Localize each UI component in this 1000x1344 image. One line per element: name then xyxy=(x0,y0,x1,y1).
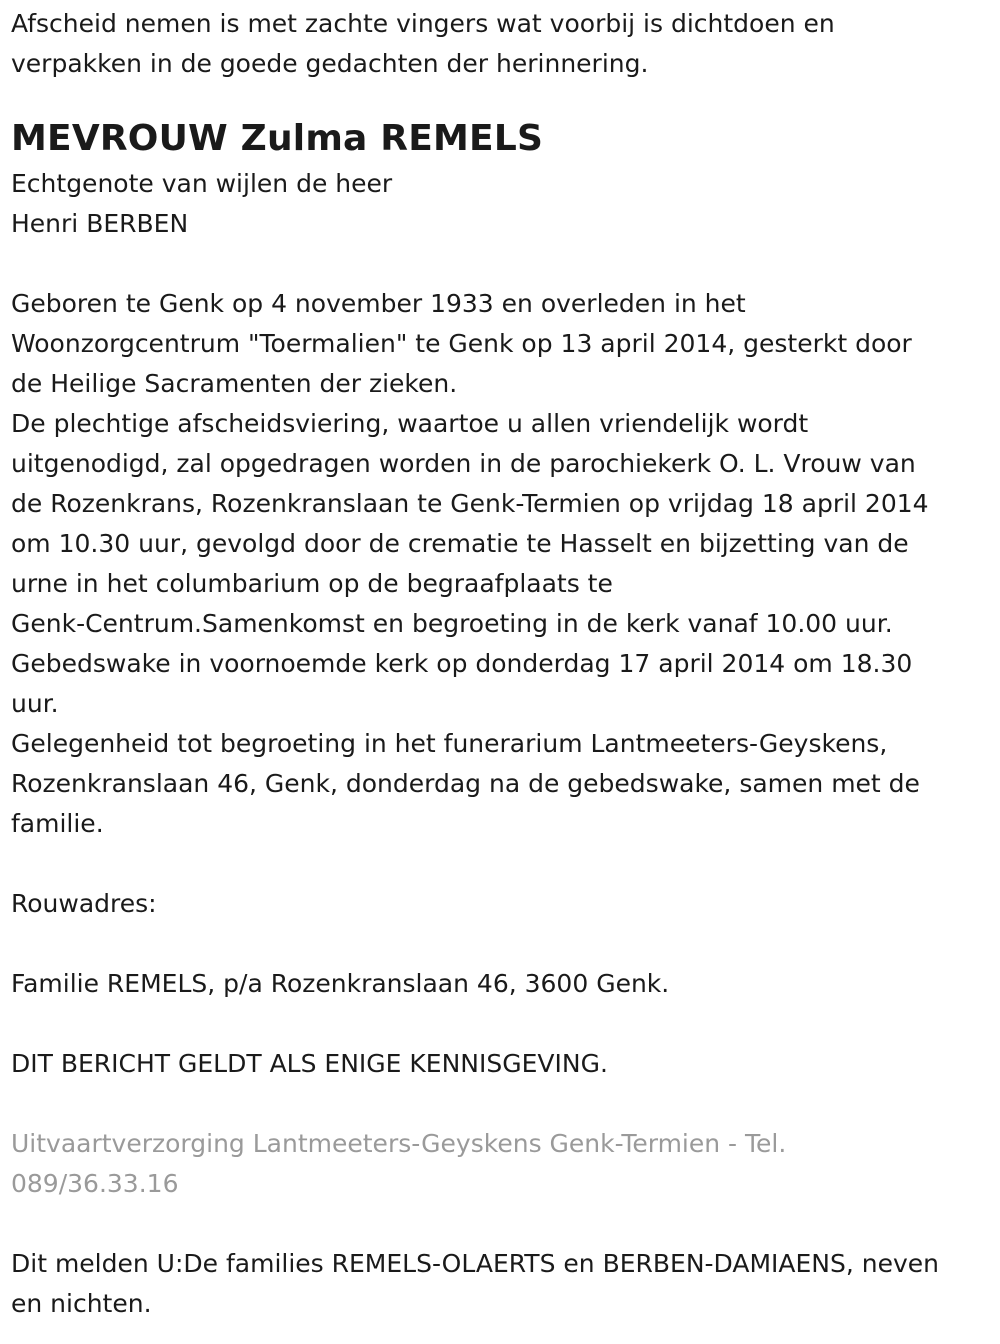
undertaker-info xyxy=(11,1124,988,1204)
body-line: uur. xyxy=(11,689,59,718)
body-line: De plechtige afscheidsviering, waartoe u allen vriendelijk wordt xyxy=(11,409,809,438)
body-line: Rozenkranslaan 46, Genk, donderdag na de gebedswake, samen met de xyxy=(11,769,920,798)
body-line: Geboren te Genk op 4 november 1933 en overleden in het xyxy=(11,289,746,318)
intro-line-1: Afscheid nemen is met zachte vingers wat voorbij is dichtdoen en xyxy=(11,9,835,38)
closing-line-2: en nichten. xyxy=(11,1289,152,1318)
body-line: uitgenodigd, zal opgedragen worden in de parochiekerk O. L. Vrouw van xyxy=(11,449,916,478)
body-line: de Rozenkrans, Rozenkranslaan te Genk-Termien op vrijdag 18 april 2014 xyxy=(11,489,929,518)
obituary-body xyxy=(11,284,988,844)
intro-line-2: verpakken in de goede gedachten der herinnering. xyxy=(11,49,649,78)
spacer xyxy=(11,924,988,964)
closing-announcement xyxy=(11,1244,988,1324)
body-line: Gelegenheid tot begroeting in het funerarium Lantmeeters-Geyskens, xyxy=(11,729,888,758)
notice-statement: DIT BERICHT GELDT ALS ENIGE KENNISGEVING. xyxy=(11,1049,608,1078)
spouse-info xyxy=(11,164,988,244)
body-line: familie. xyxy=(11,809,104,838)
spacer xyxy=(11,1004,988,1044)
undertaker-line-1: Uitvaartverzorging Lantmeeters-Geyskens Genk-Termien - Tel. xyxy=(11,1129,787,1158)
intro-quote xyxy=(11,4,988,84)
body-line: urne in het columbarium op de begraafplaats te xyxy=(11,569,613,598)
spacer xyxy=(11,844,988,884)
body-line: Gebedswake in voornoemde kerk op donderdag 17 april 2014 om 18.30 xyxy=(11,649,913,678)
body-line: Woonzorgcentrum "Toermalien" te Genk op 13 april 2014, gesterkt door xyxy=(11,329,912,358)
body-line: Genk-Centrum.Samenkomst en begroeting in de kerk vanaf 10.00 uur. xyxy=(11,609,893,638)
spouse-line-1: Echtgenote van wijlen de heer xyxy=(11,169,393,198)
undertaker-line-2: 089/36.33.16 xyxy=(11,1169,179,1198)
body-line: de Heilige Sacramenten der zieken. xyxy=(11,369,458,398)
spacer xyxy=(11,1204,988,1244)
closing-line-1: Dit melden U:De families REMELS-OLAERTS en BERBEN-DAMIAENS, neven xyxy=(11,1249,940,1278)
spouse-line-2: Henri BERBEN xyxy=(11,209,189,238)
spacer xyxy=(11,244,988,284)
body-line: om 10.30 uur, gevolgd door de crematie te Hasselt en bijzetting van de xyxy=(11,529,909,558)
mourning-address: Familie REMELS, p/a Rozenkranslaan 46, 3600 Genk. xyxy=(11,969,670,998)
deceased-name: MEVROUW Zulma REMELS xyxy=(11,118,544,159)
mourning-address-label: Rouwadres: xyxy=(11,889,157,918)
spacer xyxy=(11,1084,988,1124)
